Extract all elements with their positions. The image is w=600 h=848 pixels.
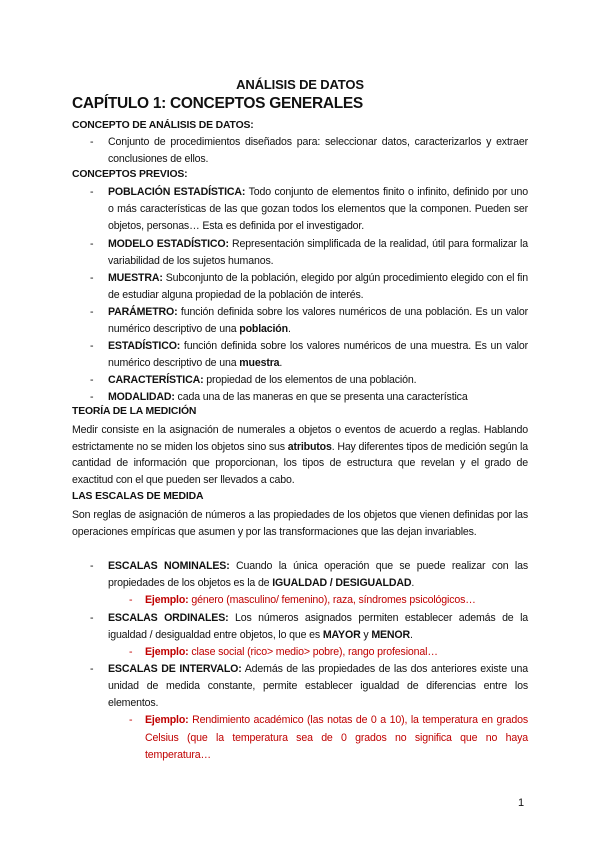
section-heading-concepto: CONCEPTO DE ANÁLISIS DE DATOS: — [72, 120, 254, 131]
bullet-dash: - — [90, 374, 94, 386]
bullet-dash: - — [90, 663, 94, 675]
bullet-dash-red: - — [129, 646, 133, 658]
bullet-dash: - — [90, 136, 94, 148]
section-heading-escalas: LAS ESCALAS DE MEDIDA — [72, 491, 204, 502]
list-item-ordinales: ESCALAS ORDINALES: Los números asignados permiten establecer además de la igualdad / desigualdad entre objetos, lo que es MAYOR y MENOR. — [108, 612, 529, 641]
list-item-parametro: PARÁMETRO: función definida sobre los valores numéricos de una población. Es un valor numérico descriptivo de una población. — [108, 306, 528, 335]
list-item-modelo: MODELO ESTADÍSTICO: Representación simplificada de la realidad, útil para formalizar la variabilidad de los sujetos humanos. — [108, 238, 528, 267]
section-heading-medicion: TEORÍA DE LA MEDICIÓN — [72, 406, 197, 417]
bullet-dash: - — [90, 612, 94, 624]
list-item-muestra: MUESTRA: Subconjunto de la población, elegido por algún procedimiento elegido con el fin de estudiar alguna propiedad de la población de interés. — [108, 272, 528, 301]
bullet-dash: - — [90, 272, 94, 284]
chapter-heading: CAPÍTULO 1: CONCEPTOS GENERALES — [72, 95, 363, 112]
page-title: ANÁLISIS DE DATOS — [236, 77, 364, 92]
example-nominales: Ejemplo: género (masculino/ femenino), raza, síndromes psicológicos… — [145, 594, 476, 606]
bullet-dash: - — [90, 238, 94, 250]
bullet-dash: - — [90, 560, 94, 572]
list-item-caracteristica: CARACTERÍSTICA: propiedad de los elementos de una población. — [108, 374, 417, 386]
concepto-text: Conjunto de procedimientos diseñados para: seleccionar datos, caracterizarlos y extraer conclusiones de ellos. — [108, 136, 528, 165]
page-number: 1 — [518, 797, 524, 809]
section-heading-previos: CONCEPTOS PREVIOS: — [72, 169, 188, 180]
list-item-modalidad: MODALIDAD: cada una de las maneras en que se presenta una característica — [108, 391, 468, 403]
bullet-dash: - — [90, 391, 94, 403]
bullet-dash: - — [90, 186, 94, 198]
list-item-poblacion: POBLACIÓN ESTADÍSTICA: Todo conjunto de elementos finito o infinito, definido por uno o más características de las que gozan todos los elementos que la componen. Pueden ser objetos, personas… Esta es definida por el investigador. — [108, 186, 528, 232]
bullet-dash-red: - — [129, 594, 133, 606]
list-item-nominales: ESCALAS NOMINALES: Cuando la única operación que se puede realizar con las propiedades de los objetos es la de IGUALDAD / DESIGUALDAD. — [108, 560, 528, 589]
medicion-paragraph: Medir consiste en la asignación de numerales a objetos o eventos de acuerdo a reglas. Hablando estrictamente no se miden los objetos sino sus atributos. Hay diferentes tipos de medición según la cantidad de información que proporcionan, los tipos de estructura que revelan y el grado de exactitud con el que pueden ser llevados a cabo. — [72, 424, 528, 486]
bullet-dash-red: - — [129, 714, 133, 726]
list-item-intervalo: ESCALAS DE INTERVALO: Además de las propiedades de las dos anteriores existe una unidad de medida constante, permite establecer igualdad de diferencias entre los elementos. — [108, 663, 528, 709]
example-ordinales: Ejemplo: clase social (rico> medio> pobre), rango profesional… — [145, 646, 438, 658]
bullet-dash: - — [90, 306, 94, 318]
example-intervalo: Ejemplo: Rendimiento académico (las notas de 0 a 10), la temperatura en grados Celsius (que la temperatura sea de 0 grados no significa que no haya temperatura… — [145, 714, 528, 762]
list-item-estadistico: ESTADÍSTICO: función definida sobre los valores numéricos de una muestra. Es un valor numérico descriptivo de una muestra. — [108, 340, 528, 369]
bullet-dash: - — [90, 340, 94, 352]
escalas-intro: Son reglas de asignación de números a las propiedades de los objetos que vienen definidas por las operaciones empíricas que asumen y por las transformaciones que las dejan invariables. — [72, 509, 528, 538]
